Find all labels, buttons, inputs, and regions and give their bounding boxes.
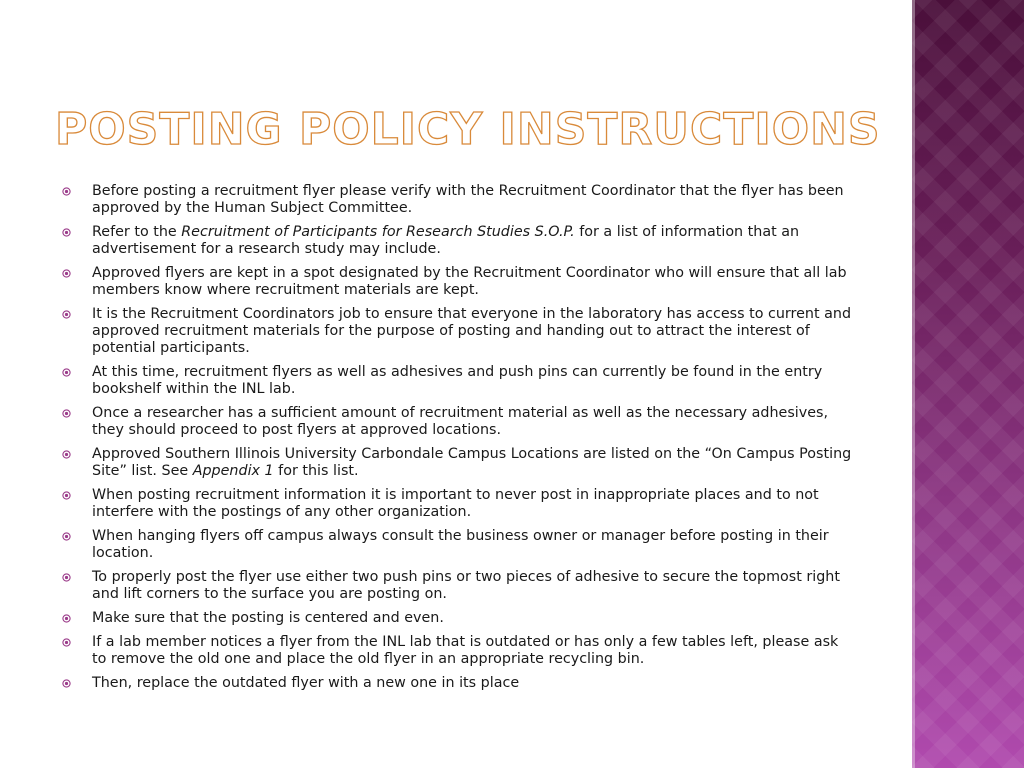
bullet-italic-reference: Recruitment of Participants for Research Studies S.O.P. — [181, 224, 575, 240]
circle-dot-bullet-icon — [62, 310, 71, 319]
bullet-text: Then, replace the outdated flyer with a new one in its place — [92, 675, 520, 691]
bullet-text: Refer to the — [92, 224, 182, 240]
bullet-item — [62, 306, 852, 357]
decorative-side-band — [912, 0, 1024, 768]
bullet-text: for this list. — [273, 463, 359, 479]
bullet-text: If a lab member notices a flyer from the INL lab that is outdated or has only a few tables left, please ask to remove the old one and place the old flyer in an appropriate recycling bin. — [92, 634, 839, 667]
bullet-item — [62, 405, 852, 439]
bullet-item — [62, 569, 852, 603]
circle-dot-bullet-icon — [62, 679, 71, 688]
circle-dot-bullet-icon — [62, 573, 71, 582]
bullet-text: It is the Recruitment Coordinators job to ensure that everyone in the laboratory has access to current and approved recruitment materials for the purpose of posting and handing out to attract the interest of potential participants. — [92, 306, 852, 356]
slide-title: POSTING POLICY INSTRUCTIONS — [55, 104, 881, 155]
bullet-text: Before posting a recruitment flyer please verify with the Recruitment Coordinator that the flyer has been approved by the Human Subject Committee. — [92, 183, 844, 216]
circle-dot-bullet-icon — [62, 228, 71, 237]
bullet-text: At this time, recruitment flyers as well as adhesives and push pins can currently be found in the entry bookshelf within the INL lab. — [92, 364, 823, 397]
bullet-item — [62, 183, 852, 217]
bullet-text: When posting recruitment information it is important to never post in inappropriate places and to not interfere with the postings of any other organization. — [92, 487, 819, 520]
circle-dot-bullet-icon — [62, 614, 71, 623]
bullet-item — [62, 446, 852, 480]
circle-dot-bullet-icon — [62, 491, 71, 500]
bullet-item — [62, 634, 852, 668]
bullet-item — [62, 528, 852, 562]
bullet-list — [62, 183, 852, 699]
bullet-text: for a list of information that an advertisement for a research study may include. — [92, 224, 800, 257]
circle-dot-bullet-icon — [62, 368, 71, 377]
circle-dot-bullet-icon — [62, 450, 71, 459]
bullet-item — [62, 675, 852, 692]
bullet-text: Approved Southern Illinois University Carbondale Campus Locations are listed on the “On Campus Posting Site” list. See — [92, 446, 852, 479]
bullet-item — [62, 487, 852, 521]
bullet-text: Once a researcher has a sufficient amount of recruitment material as well as the necessary adhesives, they should proceed to post flyers at approved locations. — [92, 405, 829, 438]
bullet-item — [62, 224, 852, 258]
circle-dot-bullet-icon — [62, 269, 71, 278]
circle-dot-bullet-icon — [62, 532, 71, 541]
circle-dot-bullet-icon — [62, 187, 71, 196]
bullet-text: Make sure that the posting is centered and even. — [92, 610, 444, 626]
bullet-text: Approved flyers are kept in a spot designated by the Recruitment Coordinator who will ensure that all lab members know where recruitment materials are kept. — [92, 265, 847, 298]
bullet-item — [62, 364, 852, 398]
bullet-text: When hanging flyers off campus always consult the business owner or manager before posting in their location. — [92, 528, 829, 561]
circle-dot-bullet-icon — [62, 638, 71, 647]
bullet-italic-reference: Appendix 1 — [192, 463, 274, 479]
circle-dot-bullet-icon — [62, 409, 71, 418]
bullet-item — [62, 265, 852, 299]
bullet-item — [62, 610, 852, 627]
bullet-text: To properly post the flyer use either two push pins or two pieces of adhesive to secure the topmost right and lift corners to the surface you are posting on. — [92, 569, 840, 602]
